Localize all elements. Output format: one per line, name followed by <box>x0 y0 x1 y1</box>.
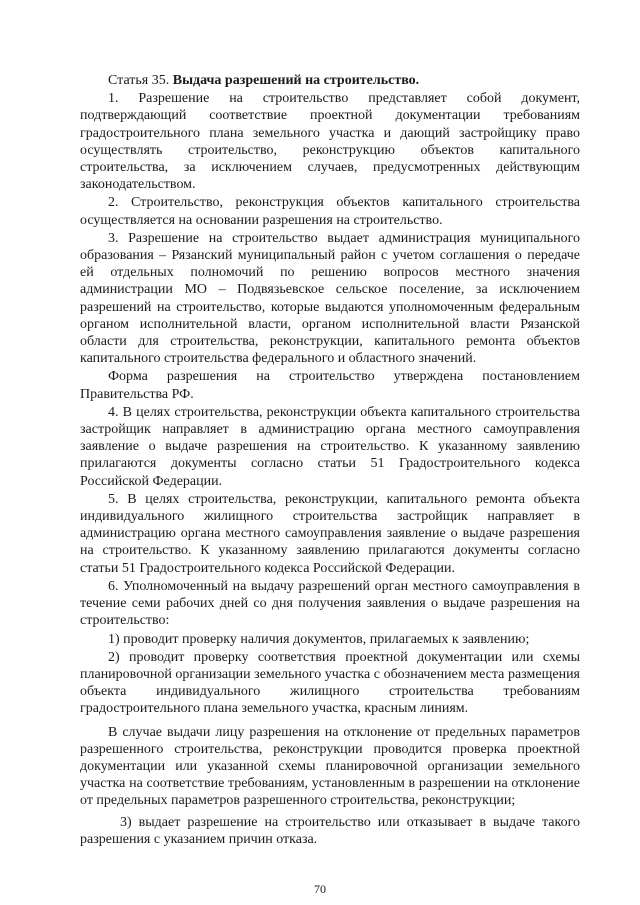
paragraph-2: 2. Строительство, реконструкция объектов капитального строительства осуществляется на основании разрешения на строительство. <box>80 195 580 228</box>
paragraph-1: 1. Разрешение на строительство представляет собой документ, подтверждающий соответствие проектной документации требованиям градостроительного плана земельного участка и дающий застройщику право осуществлять строительство, реконструкцию объектов капитального строительства, за исключением случаев, предусмотренных действующим законодательством. <box>80 91 580 193</box>
paragraph-6: 6. Уполномоченный на выдачу разрешений орган местного самоуправления в течение семи рабочих дней со дня получения заявления о выдаче разрешения на строительство: <box>80 578 580 629</box>
list-item-3: 3) выдает разрешение на строительство или отказывает в выдаче такого разрешения с указанием причин отказа. <box>80 814 580 847</box>
paragraph-3: 3. Разрешение на строительство выдает администрация муниципального образования – Рязанский муниципальный район с учетом соглашения о передаче ей отдельных полномочий по решению вопросов местного значения администрации МО – Подвязьевское сельское поселение, за исключением разрешений на строительство, которые выдаются уполномоченным федеральным органом исполнительной власти, органом исполнительной власти Рязанской области для строительства, реконструкции, капитального ремонта объектов капитального строительства федерального и областного значений. <box>80 230 580 367</box>
article-title: Выдача разрешений на строительство. <box>172 73 420 88</box>
paragraph-deviation: В случае выдачи лицу разрешения на отклонение от предельных параметров разрешенного строительства, реконструкции проводится проверка проектной документации или указанной схемы планировочной организации земельного участка на соответствие требованиям, установленным в разрешении на отклонение от предельных параметров разрешенного строительства, реконструкции; <box>80 724 580 809</box>
article-number: Статья 35. <box>108 73 173 88</box>
article-body <box>80 72 580 849</box>
paragraph-form: Форма разрешения на строительство утверждена постановлением Правительства РФ. <box>80 369 580 402</box>
list-item-1: 1) проводит проверку наличия документов, прилагаемых к заявлению; <box>108 631 530 647</box>
list-item-2: 2) проводит проверку соответствия проектной документации или схемы планировочной организации земельного участка с обозначением места размещения объекта индивидуального жилищного строительства требованиям градостроительного плана земельного участка, красным линиям. <box>80 649 580 717</box>
paragraph-4: 4. В целях строительства, реконструкции объекта капитального строительства застройщик направляет в администрацию органа местного самоуправления заявление о выдаче разрешения на строительство. К указанному заявлению прилагаются документы согласно статьи 51 Градостроительного кодекса Российской Федерации. <box>80 404 580 489</box>
article-heading <box>80 72 580 89</box>
page-number: 70 <box>314 882 326 896</box>
paragraph-5: 5. В целях строительства, реконструкции, капитального ремонта объекта индивидуального жилищного строительства застройщик направляет в администрацию органа местного самоуправления заявление о выдаче разрешения на строительство. К указанному заявлению прилагаются документы согласно статьи 51 Градостроительного кодекса Российской Федерации. <box>80 491 580 576</box>
